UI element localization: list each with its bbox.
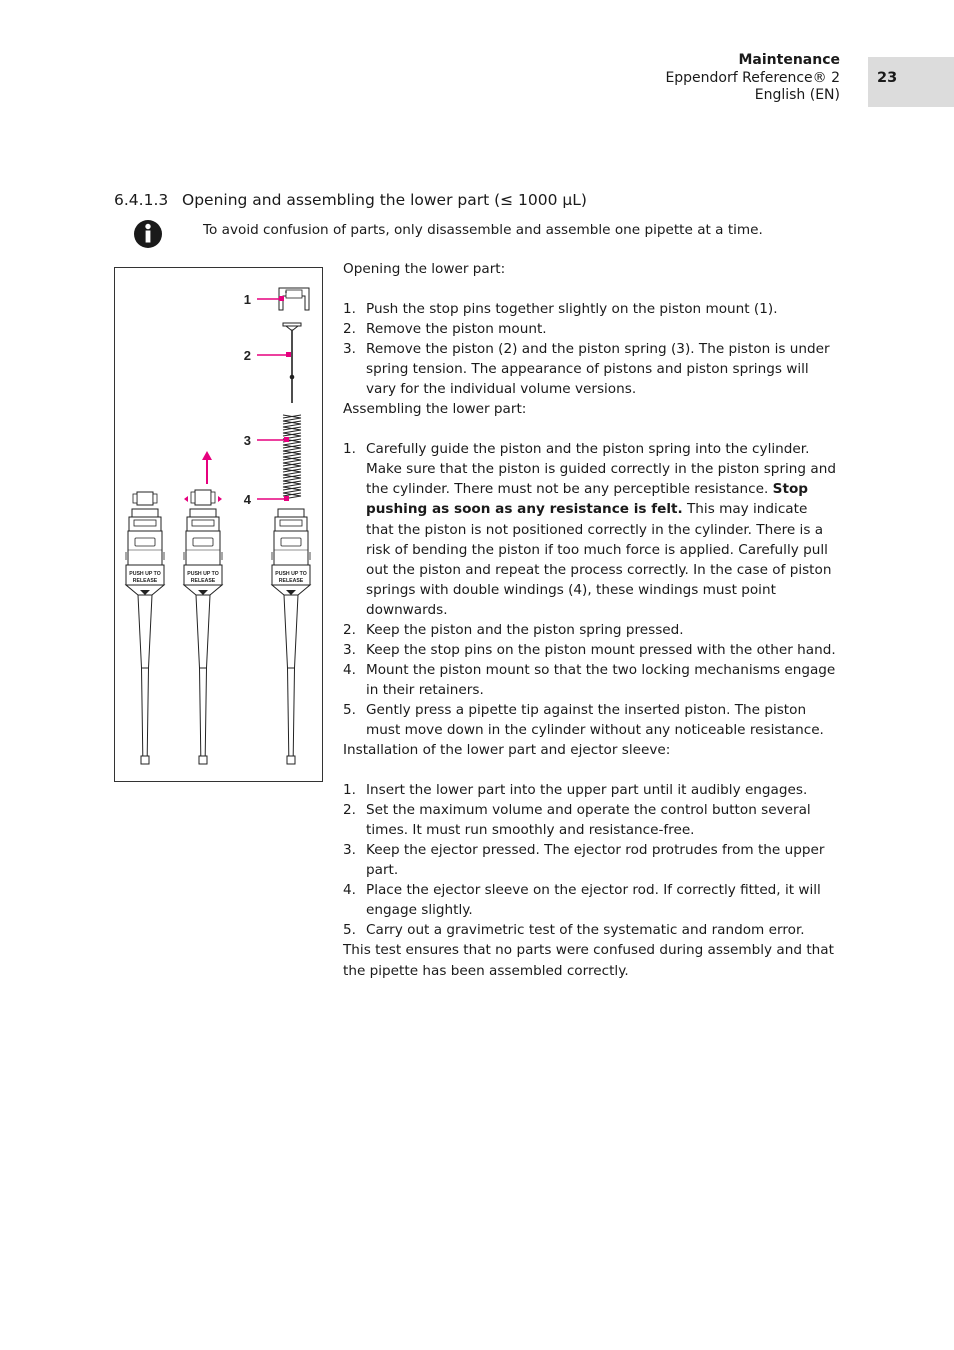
header-section: Maintenance (738, 52, 840, 68)
list-item: 3. Keep the stop pins on the piston mount pressed with the other hand. (343, 641, 836, 658)
release-label-middle-1: PUSH UP TO (187, 571, 219, 577)
list-item: 4. Place the ejector sleeve on the ejector rod. If correctly fitted, it will engage slightly. (343, 882, 821, 919)
release-label-middle-2: RELEASE (190, 578, 216, 584)
pipette-right (272, 509, 310, 764)
lift-arrow (202, 451, 212, 484)
list-item: 1. Push the stop pins together slightly on the piston mount (1). (343, 301, 778, 318)
list-item: 2. Remove the piston mount. (343, 321, 547, 338)
page-number-tab (868, 57, 954, 107)
assembly-figure (114, 267, 323, 782)
list-item: 5. Carry out a gravimetric test of the systematic and random error. (343, 922, 805, 939)
callout-lines (257, 296, 291, 501)
info-icon (133, 219, 163, 249)
instructions (343, 259, 838, 981)
list-item: 5. Gently press a pipette tip against the inserted piston. The piston must move down in the cylinder without any noticeable resistance. (343, 701, 824, 738)
release-label-left-1: PUSH UP TO (129, 571, 161, 577)
list-item: 2. Set the maximum volume and operate the control button several times. It must run smoothly and resistance-free. (343, 802, 811, 839)
warning-emphasis: Stop pushing as soon as any resistance is felt. (366, 481, 809, 518)
piston (283, 323, 301, 403)
list-item: 1. Carefully guide the piston and the piston spring into the cylinder. Make sure that the piston is guided correctly in the piston spring and the cylinder. There must not be any perceptible resistance. Stop pushing as soon as any resistance is felt. This may indicate that the piston is not positioned correctly in the cylinder. There is a risk of bending the piston if too much force is applied. Carefully pull out the piston and repeat the process correctly. In the case of piston springs with double windings (4), these windings must point downwards. (343, 441, 836, 618)
note-text: To avoid confusion of parts, only disassemble and assemble one pipette at a time. (203, 222, 763, 238)
page-number: 23 (877, 70, 898, 86)
header-product: Eppendorf Reference® 2 (665, 69, 840, 86)
list-item: 4. Mount the piston mount so that the two locking mechanisms engage in their retainers. (343, 661, 836, 698)
closing-text: This test ensures that no parts were confused during assembly and that the pipette has been assembled correctly. (343, 942, 834, 979)
callout-label-4: 4 (243, 492, 251, 507)
pipette-left (126, 492, 164, 764)
piston-spring (283, 415, 301, 499)
assembling-title: Assembling the lower part: (343, 401, 527, 418)
list-item: 2. Keep the piston and the piston spring pressed. (343, 621, 684, 638)
section-number: 6.4.1.3 (114, 191, 169, 209)
release-label-right-2: RELEASE (278, 578, 304, 584)
callout-label-1: 1 (243, 292, 251, 307)
pipette-diagram (115, 268, 322, 781)
opening-title: Opening the lower part: (343, 261, 506, 277)
installation-title: Installation of the lower part and ejector sleeve: (343, 742, 671, 759)
list-item: 1. Insert the lower part into the upper part until it audibly engages. (343, 782, 808, 799)
pipette-middle (184, 490, 222, 764)
release-label-right-1: PUSH UP TO (275, 571, 307, 577)
release-label-left-2: RELEASE (132, 578, 158, 584)
callout-label-2: 2 (243, 348, 251, 363)
section-heading (114, 191, 587, 209)
section-title: Opening and assembling the lower part (≤ 1000 µL) (182, 191, 587, 209)
installation-steps (343, 780, 838, 940)
page-header (665, 52, 840, 105)
assembling-steps (343, 439, 838, 740)
header-language: English (EN) (754, 87, 840, 103)
opening-steps (343, 299, 838, 399)
list-item: 3. Keep the ejector pressed. The ejector rod protrudes from the upper part. (343, 842, 825, 879)
list-item: 3. Remove the piston (2) and the piston spring (3). The piston is under spring tension. The appearance of pistons and piston springs will vary for the individual volume versions. (343, 341, 830, 398)
callout-label-3: 3 (243, 433, 251, 448)
